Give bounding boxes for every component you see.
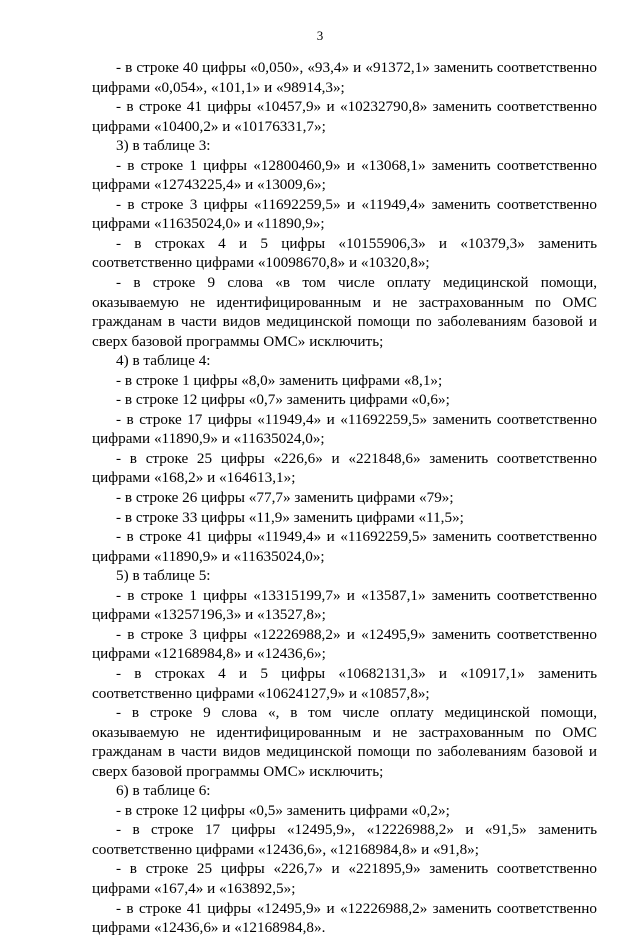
paragraph: - в строке 9 слова «в том числе оплату медицинской помощи, оказываемую не идентифицированным и не застрахованным по ОМС гражданам в части видов медицинской помощи по заболеваниям базовой и сверх базовой программы ОМС» исключить; (92, 274, 597, 350)
section-heading: 3) в таблице 3: (116, 137, 211, 155)
paragraph: - в строке 3 цифры «12226988,2» и «12495,9» заменить соответственно цифрами «12168984,8» и «12436,6»; (92, 625, 597, 663)
section-heading: 5) в таблице 5: (116, 567, 211, 585)
paragraph: - в строках 4 и 5 цифры «10155906,3» и «10379,3» заменить соответственно цифрами «10098670,8» и «10320,8»; (92, 234, 597, 272)
paragraph: - в строке 25 цифры «226,7» и «221895,9» заменить соответственно цифрами «167,4» и «163892,5»; (92, 860, 597, 897)
paragraph: - в строке 26 цифры «77,7» заменить цифрами «79»; (116, 489, 454, 507)
paragraph: - в строке 12 цифры «0,7» заменить цифрами «0,6»; (116, 391, 450, 409)
paragraph: - в строке 1 цифры «12800460,9» и «13068,1» заменить соответственно цифрами «12743225,4» и «13009,6»; (92, 156, 597, 194)
paragraph: - в строке 1 цифры «8,0» заменить цифрами «8,1»; (116, 371, 443, 389)
paragraph: - в строке 9 слова «, в том числе оплату медицинской помощи, оказываемую не идентифицированным и не застрахованным по ОМС гражданам в части видов медицинской помощи по заболеваниям базовой и сверх базовой программы ОМС» исключить; (92, 704, 597, 780)
paragraph: - в строке 41 цифры «11949,4» и «11692259,5» заменить соответственно цифрами «11890,9» и «11635024,0»; (92, 528, 597, 565)
paragraph: - в строке 40 цифры «0,050», «93,4» и «91372,1» заменить соответственно цифрами «0,054», «101,1» и «98914,3»; (92, 59, 597, 96)
document-body (92, 58, 597, 938)
paragraph: - в строке 25 цифры «226,6» и «221848,6» заменить соответственно цифрами «168,2» и «164613,1»; (92, 449, 597, 487)
paragraph: - в строке 12 цифры «0,5» заменить цифрами «0,2»; (116, 801, 450, 819)
section-heading: 4) в таблице 4: (116, 352, 211, 370)
paragraph: - в строке 17 цифры «11949,4» и «11692259,5» заменить соответственно цифрами «11890,9» и «11635024,0»; (92, 410, 597, 448)
page-number: 3 (316, 28, 324, 43)
paragraph: - в строке 41 цифры «10457,9» и «10232790,8» заменить соответственно цифрами «10400,2» и «10176331,7»; (92, 98, 597, 135)
paragraph: - в строке 41 цифры «12495,9» и «12226988,2» заменить соответственно цифрами «12436,6» и «12168984,8». (92, 899, 597, 937)
section-heading: 6) в таблице 6: (116, 782, 211, 800)
paragraph: - в строке 3 цифры «11692259,5» и «11949,4» заменить соответственно цифрами «11635024,0» и «11890,9»; (92, 195, 597, 233)
paragraph: - в строке 33 цифры «11,9» заменить цифрами «11,5»; (116, 508, 464, 526)
paragraph: - в строке 1 цифры «13315199,7» и «13587,1» заменить соответственно цифрами «13257196,3» и «13527,8»; (92, 586, 597, 624)
paragraph: - в строках 4 и 5 цифры «10682131,3» и «10917,1» заменить соответственно цифрами «10624127,9» и «10857,8»; (92, 664, 597, 702)
paragraph: - в строке 17 цифры «12495,9», «12226988,2» и «91,5» заменить соответственно цифрами «12436,6», «12168984,8» и «91,8»; (92, 821, 597, 858)
